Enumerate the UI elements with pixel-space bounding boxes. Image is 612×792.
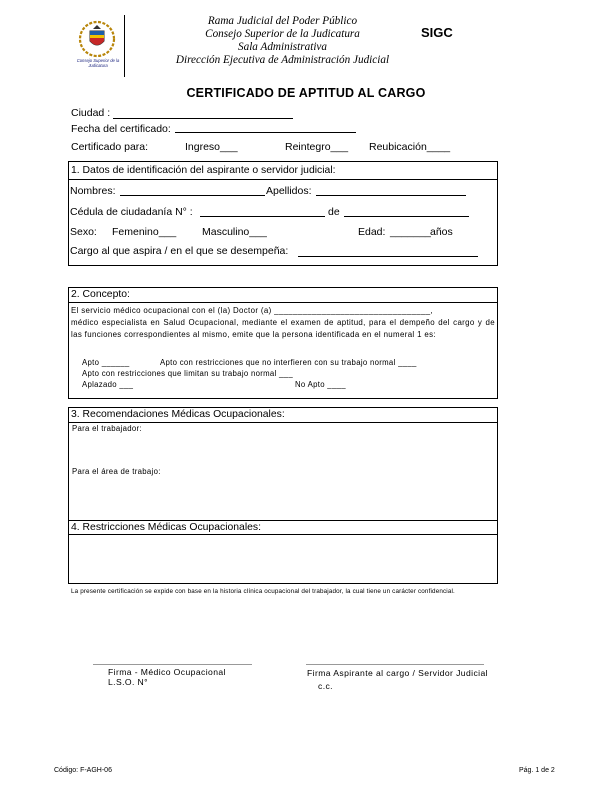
header-line-4: Dirección Ejecutiva de Administración Judicial [175,54,390,66]
recomendaciones-area-label: Para el área de trabajo: [72,467,161,476]
signature-lso-label: L.S.O. N° [108,677,148,687]
signature-aspirante-label: Firma Aspirante al cargo / Servidor Judicial [307,668,488,678]
apto-option[interactable]: Apto ______ [82,358,130,367]
fecha-label: Fecha del certificado: [71,123,171,135]
section-3-title: 3. Recomendaciones Médicas Ocupacionales: [69,408,497,423]
apellidos-label: Apellidos: [266,185,312,197]
form-code: Código: F-AGH-06 [54,767,112,774]
apto-restricciones-si-option[interactable]: Apto con restricciones que limitan su trabajo normal ___ [82,369,293,378]
cedula-label: Cédula de ciudadanía N° : [70,206,193,218]
page-number: Pág. 1 de 2 [519,767,555,774]
edad-field[interactable]: _______ [390,226,431,238]
cedula-de-field[interactable] [344,216,469,217]
institution-logo [71,15,125,77]
cargo-field[interactable] [298,256,478,257]
aplazado-option[interactable]: Aplazado ___ [82,380,134,389]
nombres-field[interactable] [120,195,265,196]
document-title: CERTIFICADO DE APTITUD AL CARGO [186,86,426,100]
cargo-label: Cargo al que aspira / en el que se desempeña: [70,245,289,257]
masculino-option[interactable]: Masculino___ [202,226,267,238]
concepto-doctor-line: El servicio médico ocupacional con el (la) Doctor (a) _________________________________, [71,306,433,315]
ciudad-field[interactable] [113,118,293,119]
certificado-para-label: Certificado para: [71,141,149,153]
no-apto-option[interactable]: No Apto ____ [295,380,346,389]
section-1-title: 1. Datos de identificación del aspirante o servidor judicial: [69,162,497,180]
reintegro-option[interactable]: Reintegro___ [285,141,349,153]
femenino-option[interactable]: Femenino___ [112,226,177,238]
signature-cc-label: c.c. [318,681,333,691]
logo-caption: Consejo Superior de la Judicatura [76,58,120,68]
concepto-paragraph: médico especialista en Salud Ocupacional, mediante el examen de aptitud, para el dempeño del cargo y de las funciones correspondientes al mismo, emite que la persona identificada en el numeral 1 es: [71,318,495,339]
cedula-de-label: de [328,206,340,218]
section-4-title: 4. Restricciones Médicas Ocupacionales: [69,521,497,535]
reubicacion-option[interactable]: Reubicación____ [369,141,451,153]
signature-line-aspirante[interactable] [306,664,484,665]
header-line-3: Sala Administrativa [238,41,327,53]
system-code: SIGC [421,25,453,40]
fecha-field[interactable] [175,132,356,133]
cedula-field[interactable] [200,216,325,217]
ingreso-option[interactable]: Ingreso___ [185,141,238,153]
ciudad-label: Ciudad : [71,107,111,119]
section-restricciones [68,520,498,584]
header-line-2: Consejo Superior de la Judicatura [205,28,360,40]
header-line-1: Rama Judicial del Poder Público [207,15,358,27]
apto-restricciones-no-option[interactable]: Apto con restricciones que no interfieren con su trabajo normal ____ [160,358,417,367]
anos-label: años [430,226,453,238]
signature-line-medico[interactable] [93,664,252,665]
recomendaciones-trabajador-label: Para el trabajador: [72,424,142,433]
coat-of-arms-icon [77,19,117,59]
section-2-title: 2. Concepto: [69,288,497,303]
confidentiality-note: La presente certificación se expide con base en la historia clínica ocupacional del trabajador, la cual tiene un carácter confidencial. [71,588,455,595]
signature-medico-label: Firma - Médico Ocupacional [108,667,226,677]
apellidos-field[interactable] [316,195,466,196]
sexo-label: Sexo: [70,226,97,238]
edad-label: Edad: [358,226,386,238]
nombres-label: Nombres: [70,185,116,197]
